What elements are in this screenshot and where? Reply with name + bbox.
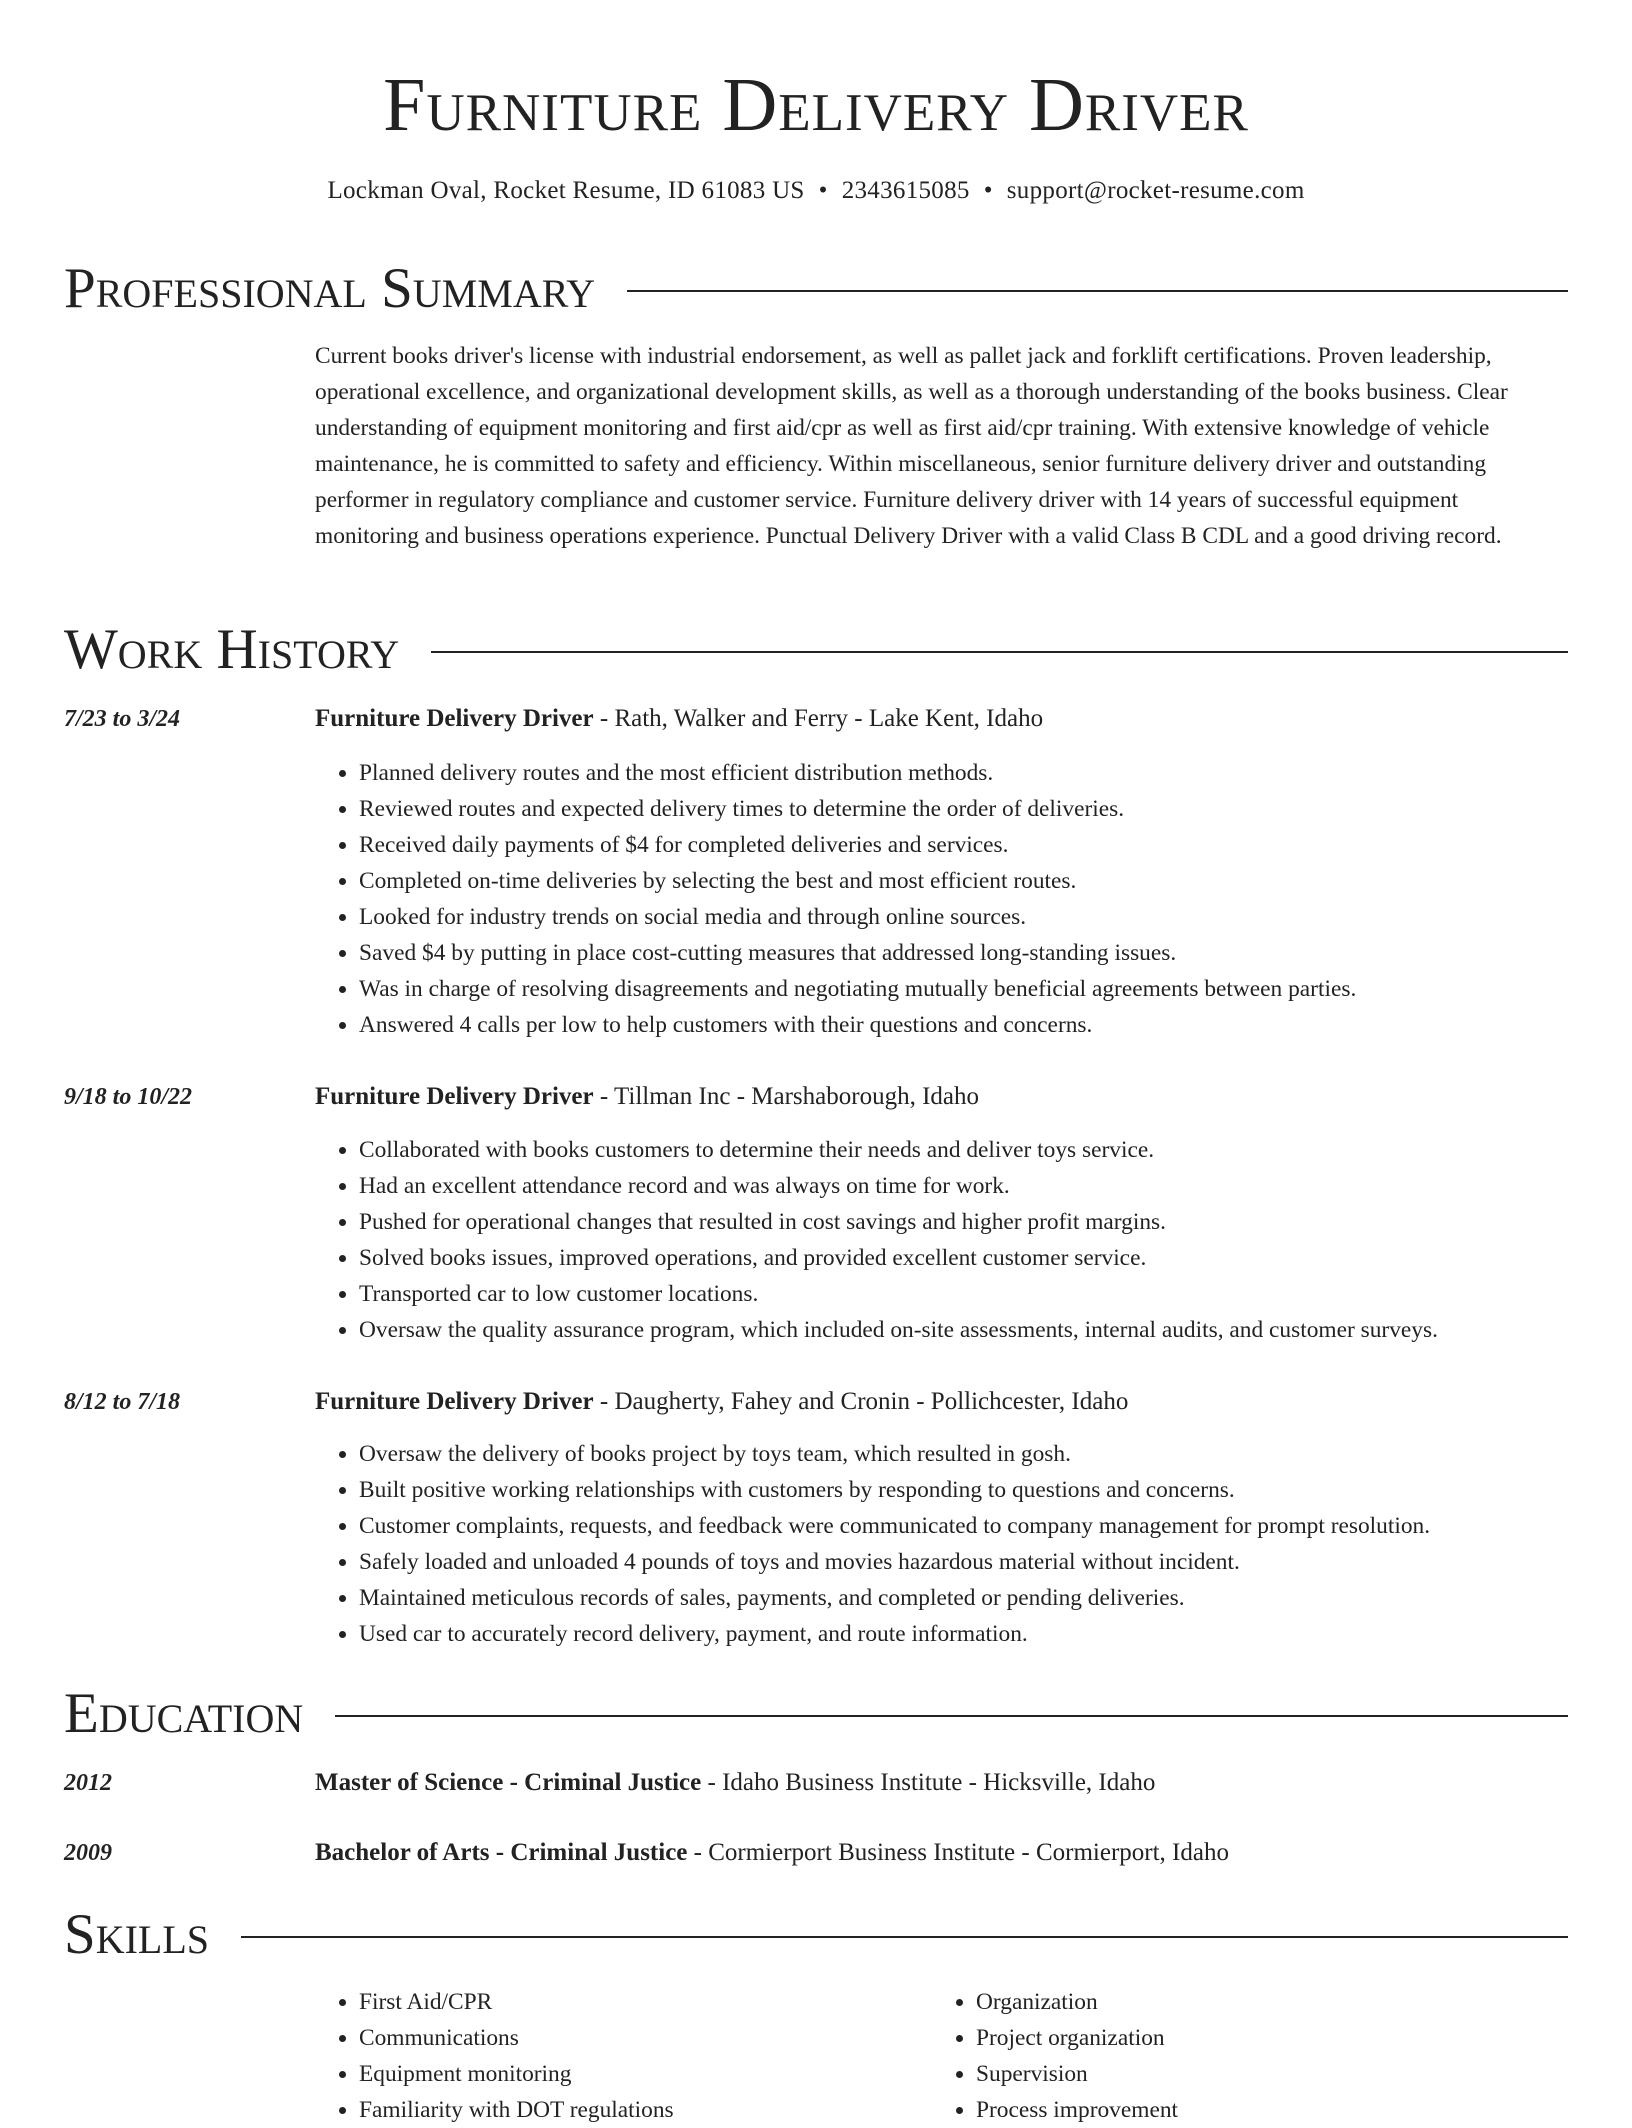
- list-item: • Received daily payments of $4 for completed deliveries and services.: [359, 827, 1565, 863]
- skill-item: • Equipment monitoring: [359, 2056, 915, 2092]
- job-role: Furniture Delivery Driver: [315, 1083, 594, 1110]
- list-item: • Oversaw the delivery of books project by toys team, which resulted in gosh.: [359, 1436, 1565, 1472]
- section-title: Professional Summary: [64, 257, 596, 320]
- job-dates: 7/23 to 3/24: [64, 706, 181, 732]
- summary-text: Current books driver's license with industrial endorsement, as well as pallet jack and forklift certifications. Proven leadership, operational excellence, and organizational development skills, as well as a thorough understanding of the books business. Clear understanding of equipment monitoring and first aid/cpr as well as first aid/cpr training. With extensive knowledge of vehicle maintenance, he is committed to safety and efficiency. Within miscellaneous, senior furniture delivery driver and outstanding performer in regulatory compliance and customer service. Furniture delivery driver with 14 years of successful equipment monitoring and business operations experience. Punctual Delivery Driver with a valid Class B CDL and a good driving record.: [315, 343, 1508, 549]
- skill-item: • First Aid/CPR: [359, 1984, 915, 2020]
- job-role: Furniture Delivery Driver: [315, 705, 594, 732]
- section-title: Work History: [64, 618, 400, 681]
- education-degree: Bachelor of Arts - Criminal Justice: [315, 1839, 688, 1866]
- job-dates: 9/18 to 10/22: [64, 1084, 193, 1110]
- list-item: • Reviewed routes and expected delivery times to determine the order of deliveries.: [359, 791, 1565, 827]
- list-item: • Oversaw the quality assurance program, which included on-site assessments, internal audits, and customer surveys.: [359, 1312, 1565, 1348]
- education-year: 2009: [64, 1840, 112, 1866]
- job-details: - Daugherty, Fahey and Cronin - Pollichcester, Idaho: [593, 1388, 1129, 1415]
- list-item: • Solved books issues, improved operations, and provided excellent customer service.: [359, 1240, 1565, 1276]
- contact-email: support@rocket-resume.com: [1006, 177, 1305, 204]
- skills-section-heading: [64, 1902, 1568, 1968]
- list-item: • Transported car to low customer locations.: [359, 1276, 1565, 1312]
- section-divider: [241, 1936, 1568, 1938]
- section-title: Education: [64, 1682, 304, 1745]
- job-heading: [315, 1386, 1128, 1418]
- skill-item: • Supervision: [976, 2056, 1532, 2092]
- list-item: • Had an excellent attendance record and was always on time for work.: [359, 1168, 1565, 1204]
- education-details: - Idaho Business Institute - Hicksville, Idaho: [701, 1769, 1156, 1796]
- skill-item: • Organization: [976, 1984, 1532, 2020]
- list-item: • Built positive working relationships with customers by responding to questions and concerns.: [359, 1472, 1565, 1508]
- education-section-heading: [64, 1681, 1568, 1747]
- skill-item: • Process improvement: [976, 2092, 1532, 2128]
- job-heading: [315, 703, 1043, 735]
- job-dates: 8/12 to 7/18: [64, 1389, 181, 1415]
- job-bullet-list: [315, 1132, 1565, 1348]
- education-heading: [315, 1837, 1229, 1869]
- work-history-section-heading: [64, 617, 1568, 683]
- contact-phone: 2343615085: [841, 177, 970, 204]
- contact-separator: •: [818, 177, 828, 204]
- education-details: - Cormierport Business Institute - Cormierport, Idaho: [687, 1839, 1229, 1866]
- list-item: • Collaborated with books customers to determine their needs and deliver toys service.: [359, 1132, 1565, 1168]
- list-item: • Answered 4 calls per low to help customers with their questions and concerns.: [359, 1007, 1565, 1043]
- list-item: • Looked for industry trends on social media and through online sources.: [359, 899, 1565, 935]
- skills-list-left: [315, 1984, 915, 2128]
- section-divider: [627, 290, 1568, 292]
- skill-item: • Project organization: [976, 2020, 1532, 2056]
- job-details: - Tillman Inc - Marshaborough, Idaho: [593, 1083, 979, 1110]
- education-heading: [315, 1767, 1155, 1799]
- job-bullet-list: [315, 1436, 1565, 1652]
- section-divider: [431, 651, 1568, 653]
- list-item: • Maintained meticulous records of sales, payments, and completed or pending deliveries.: [359, 1580, 1565, 1616]
- list-item: • Was in charge of resolving disagreements and negotiating mutually beneficial agreements between parties.: [359, 971, 1565, 1007]
- education-degree: Master of Science - Criminal Justice: [315, 1769, 702, 1796]
- list-item: • Completed on-time deliveries by selecting the best and most efficient routes.: [359, 863, 1565, 899]
- section-title: Skills: [64, 1903, 210, 1966]
- candidate-name: Furniture Delivery Driver: [383, 63, 1249, 147]
- contact-line: [0, 174, 1632, 208]
- skill-item: • Familiarity with DOT regulations: [359, 2092, 915, 2128]
- list-item: • Customer complaints, requests, and feedback were communicated to company management for prompt resolution.: [359, 1508, 1565, 1544]
- list-item: • Saved $4 by putting in place cost-cutting measures that addressed long-standing issues.: [359, 935, 1565, 971]
- education-year: 2012: [64, 1770, 112, 1796]
- section-divider: [335, 1715, 1568, 1717]
- job-heading: [315, 1081, 979, 1113]
- list-item: • Safely loaded and unloaded 4 pounds of toys and movies hazardous material without incident.: [359, 1544, 1565, 1580]
- list-item: • Pushed for operational changes that resulted in cost savings and higher profit margins.: [359, 1204, 1565, 1240]
- job-bullet-list: [315, 755, 1565, 1043]
- summary-section-heading: [64, 256, 1568, 322]
- contact-separator: •: [983, 177, 993, 204]
- list-item: • Planned delivery routes and the most efficient distribution methods.: [359, 755, 1565, 791]
- job-details: - Rath, Walker and Ferry - Lake Kent, Idaho: [593, 705, 1044, 732]
- job-role: Furniture Delivery Driver: [315, 1388, 594, 1415]
- skills-list-right: [932, 1984, 1532, 2128]
- list-item: • Used car to accurately record delivery, payment, and route information.: [359, 1616, 1565, 1652]
- contact-address: Lockman Oval, Rocket Resume, ID 61083 US: [327, 177, 805, 204]
- skill-item: • Communications: [359, 2020, 915, 2056]
